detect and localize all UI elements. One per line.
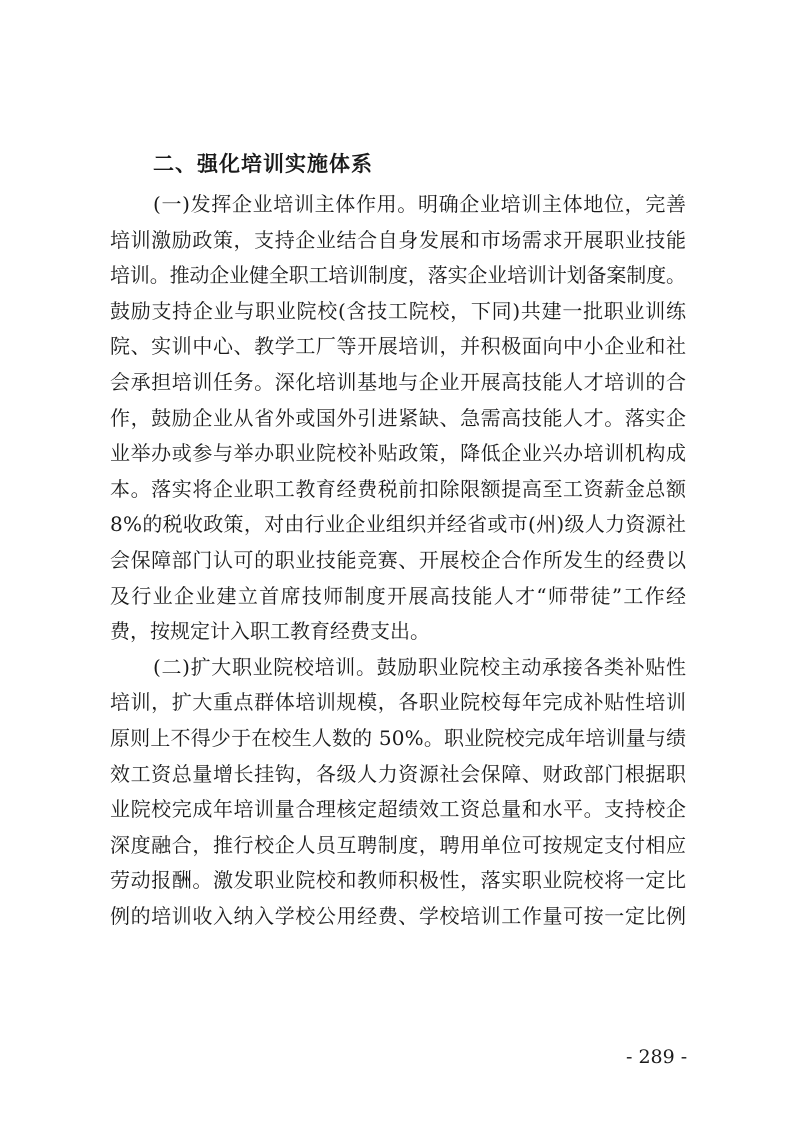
paragraph-line: 会承担培训任务。深化培训基地与企业开展高技能人才培训的合 (110, 370, 687, 394)
paragraph-line: 业院校完成年培训量合理核定超绩效工资总量和水平。支持校企 (110, 797, 687, 822)
paragraph-line: 鼓励支持企业与职业院校(含技工院校，下同)共建一批职业训练 (110, 298, 687, 323)
paragraph-line: 费，按规定计入职工教育经费支出。 (110, 619, 430, 644)
paragraph-line: 本。落实将企业职工教育经费税前扣除限额提高至工资薪金总额 (110, 476, 687, 501)
paragraph-line: (一)发挥企业培训主体作用。明确企业培训主体地位，完善 (153, 192, 687, 216)
paragraph-line: 培训激励政策，支持企业结合自身发展和市场需求开展职业技能 (110, 227, 687, 252)
paragraph-line: (二)扩大职业院校培训。鼓励职业院校主动承接各类补贴性 (153, 654, 687, 679)
paragraph-line: 深度融合，推行校企人员互聘制度，聘用单位可按规定支付相应 (110, 832, 687, 857)
paragraph-line: 及行业企业建立首席技师制度开展高技能人才“师带徒”工作经 (110, 583, 688, 608)
paragraph-line: 作，鼓励企业从省外或国外引进紧缺、急需高技能人才。落实企 (110, 405, 687, 430)
section-heading: 二、强化培训实施体系 (153, 152, 373, 176)
paragraph-line: 会保障部门认可的职业技能竞赛、开展校企合作所发生的经费以 (110, 548, 687, 572)
paragraph-line: 8%的税收政策，对由行业企业组织并经省或市(州)级人力资源社 (110, 512, 687, 537)
paragraph-line: 业举办或参与举办职业院校补贴政策，降低企业兴办培训机构成 (110, 441, 687, 466)
paragraph-line: 劳动报酬。激发职业院校和教师积极性，落实职业院校将一定比 (110, 868, 687, 893)
paragraph-line: 培训，扩大重点群体培训规模，各职业院校每年完成补贴性培训 (110, 690, 687, 715)
paragraph-line: 培训。推动企业健全职工培训制度，落实企业培训计划备案制度。 (110, 263, 686, 288)
page-number: - 289 - (626, 1046, 688, 1068)
paragraph-line: 效工资总量增长挂钩，各级人力资源社会保障、财政部门根据职 (110, 761, 687, 786)
paragraph-line: 院、实训中心、教学工厂等开展培训，并积极面向中小企业和社 (110, 334, 687, 359)
paragraph-line: 原则上不得少于在校生人数的 50%。职业院校完成年培训量与绩 (110, 726, 687, 750)
paragraph-line: 例的培训收入纳入学校公用经费、学校培训工作量可按一定比例 (110, 904, 687, 928)
